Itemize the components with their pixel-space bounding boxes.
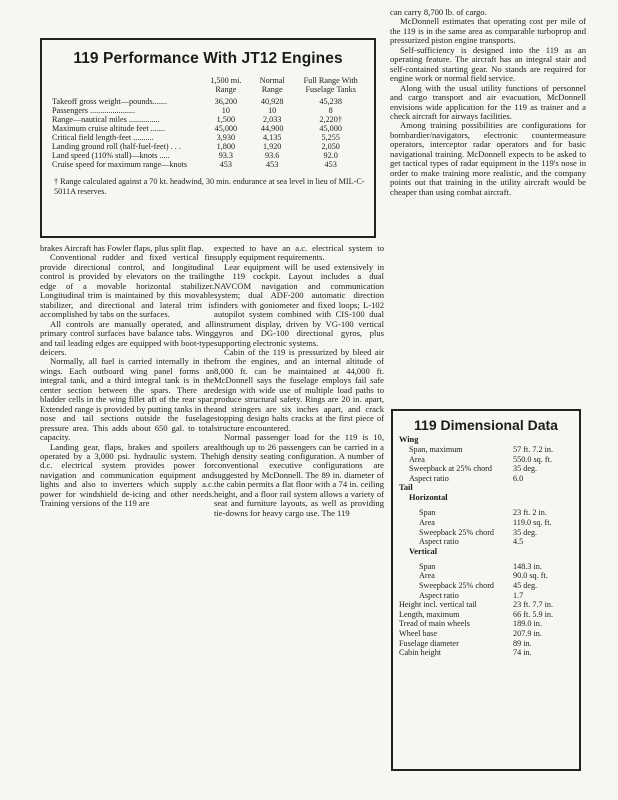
cell-value: 40,928 (260, 97, 284, 106)
cell-value: 45,238 (319, 97, 342, 106)
cell-value: 5,255 (321, 133, 340, 142)
row-label: Land speed (110% stall)—knots ..... (52, 151, 170, 160)
dim-key: Aspect ratio (419, 537, 459, 547)
dim-row (399, 629, 573, 639)
dim-value: 74 in. (513, 648, 532, 658)
dim-value: 90.0 sq. ft. (513, 571, 548, 581)
dim-value: 4.5 (513, 537, 524, 547)
dim-row (399, 562, 573, 572)
row-label: Takeoff gross weight—pounds....... (52, 97, 168, 106)
dim-value: 119.0 sq. ft. (513, 517, 552, 527)
paragraph: Normal passenger load for the 119 is 10, although up to 26 passengers can be carried in a high density seating configuration. A number of conventional executive configurations are suggested by McDonnell. The 89 in. diameter of the cabin permits a flat floor with a 74 in. ceiling height, and a floor rail system allows a variety of seat and furniture layouts, as well as providing tie-downs for heavy cargo use. The 119 (214, 432, 384, 518)
dim-value: 550.0 sq. ft. (513, 454, 552, 464)
article-column-middle (214, 244, 384, 518)
cell-value: 453 (219, 160, 232, 169)
row-label: Cruise speed for maximum range—knots (52, 160, 188, 169)
performance-header-row (50, 76, 366, 97)
vertical-heading: Vertical (409, 546, 438, 556)
cell-value: 92.0 (323, 151, 338, 160)
performance-table-box (40, 38, 376, 238)
cell-value: 45,000 (319, 124, 342, 133)
cell-value: 2,220† (319, 115, 342, 124)
dim-value: 45 deg. (513, 580, 538, 590)
article-column-right-top (390, 8, 586, 197)
dim-row (399, 455, 573, 465)
dim-value: 6.0 (513, 473, 524, 483)
dim-row (399, 619, 573, 629)
cell-value: 1,500 (216, 115, 236, 124)
paragraph: Lear equipment will be used extensively in the 119 cockpit. Layout includes a dual NAVCOM navigation and communication system; dual ADF-200 automatic direction finders with goniometer and fixed loops; L-102 autopilot system combined with CIS-100 dual instrument display, driven by VG-100 vertical gyros and DG-100 directional gyros, plus supporting electronic systems. (214, 261, 384, 348)
cell-value: 2,050 (321, 142, 340, 151)
dim-key: Sweepback at 25% chord (409, 464, 492, 474)
dimensional-title: 119 Dimensional Data (414, 417, 558, 433)
paragraph: Normally, all fuel is carried internally in the wings. Each outboard wing panel forms an integral tank, and a third integral tank is in the center section between the spars. There are bladder cells in the wing fillet aft of the rear spar. Extended range is provided by putting tanks in the nose and tail sections outside the fuselage pressure area. This adds about 650 gal. to total capacity. (40, 356, 214, 443)
article-column-left (40, 244, 214, 509)
dim-key: Fuselage diameter (399, 638, 459, 648)
dim-key: Span (419, 508, 436, 518)
cell-value: 453 (266, 160, 279, 169)
performance-header-col3: Full Range With Fuselage Tanks (303, 76, 358, 94)
dim-key: Span, maximum (409, 445, 463, 454)
dim-key: Area (409, 454, 425, 464)
performance-table (50, 76, 366, 169)
dimensional-data-box (391, 409, 581, 771)
dim-key: Tread of main wheels (399, 619, 470, 629)
dim-value: 89 in. (513, 638, 532, 648)
dim-row (399, 591, 573, 601)
dim-key: Aspect ratio (419, 590, 459, 600)
dim-key: Wheel base (399, 628, 437, 638)
dim-key: Sweepback 25% chord (419, 527, 495, 537)
paragraph: Landing gear, flaps, brakes and spoilers are operated by a 3,000 psi. hydraulic system. The d.c. electrical system provides power for navigation and communication equipment and lights and also to inverters which supply a.c. power for windshield de-icing and other needs. Training versions of the 119 are (40, 441, 214, 509)
cell-value: 4,135 (262, 133, 282, 142)
dim-row (399, 474, 573, 484)
dim-row (399, 581, 573, 591)
row-label: Range—nautical miles ............... (52, 115, 160, 124)
performance-header-col2: Normal Range (259, 76, 285, 94)
dim-value: 23 ft. 7.7 in. (513, 600, 554, 610)
dim-value: 66 ft. 5.9 in. (513, 609, 554, 619)
paragraph: brakes Aircraft has Fowler flaps, plus split flap. (40, 243, 204, 253)
paragraph: Conventional rudder and fixed vertical fin provide directional control, and longitudinal control is provided by elevators on the trailing edge of a movable horizontal stabilizer. Longitudinal trim is maintained by this movable stabilizer, and directional and lateral trim is accomplished by tabs on the surfaces. (40, 252, 214, 320)
performance-header-col1: 1,500 mi. Range (210, 76, 242, 94)
cell-value: 10 (221, 106, 230, 115)
table-row (50, 142, 366, 151)
cell-value: 44,900 (260, 124, 284, 133)
cell-value: 10 (268, 106, 277, 115)
performance-header-blank (50, 76, 203, 97)
row-label: Passengers ...................... (52, 106, 136, 115)
cell-value: 8 (328, 106, 333, 115)
dim-value: 207.9 in. (513, 628, 542, 638)
cell-value: 45,000 (214, 124, 238, 133)
paragraph: Among training possibilities are configurations for bombardier/navigators, electronic countermeasure operators, interceptor radar operators and for basic navigational training. McDonnell expects to be asked to get tactical types of radar equipment in the 119's nose in order to make training more realistic, and the company points out that training in the utility aircraft would be cheaper than using combat aircraft. (390, 120, 586, 197)
dim-row (399, 537, 573, 547)
dim-value: 57 ft. 7.2 in. (513, 445, 554, 454)
table-row (50, 124, 366, 133)
dim-key: Area (419, 517, 435, 527)
cell-value: 93.6 (265, 151, 280, 160)
dim-row (399, 639, 573, 649)
dim-value: 1.7 (513, 590, 524, 600)
table-row (50, 115, 366, 124)
performance-footnote: † Range calculated against a 70 kt. headwind, 30 min. endurance at sea level in lieu of MIL-C-5011A reserves. (54, 177, 365, 196)
cell-value: 36,200 (214, 97, 238, 106)
dim-key: Sweepback 25% chord (419, 580, 495, 590)
table-row (50, 151, 366, 160)
dim-value: 35 deg. (513, 527, 538, 537)
tail-heading: Tail (399, 483, 413, 493)
dim-key: Aspect ratio (409, 473, 449, 483)
cell-value: 453 (324, 160, 337, 169)
dim-key: Length, maximum (399, 609, 460, 619)
paragraph: Along with the usual utility functions of personnel and cargo transport and air evacuation, McDonnell envisions wide application for the 119 as trainer and a check aircraft for airways facilities. (390, 82, 586, 121)
paragraph: All controls are manually operated, and all primary control surfaces have balance tabs. Wing and tail leading edges are equipped with boot-type deicers. (40, 318, 214, 357)
table-row (50, 106, 366, 115)
cell-value: 93.3 (218, 151, 234, 160)
dim-row (399, 600, 573, 610)
wing-heading: Wing (399, 435, 419, 444)
table-row (50, 160, 366, 169)
dim-row (399, 571, 573, 581)
dim-row (399, 648, 573, 658)
dim-value: 148.3 in. (513, 561, 542, 571)
dim-row (399, 528, 573, 538)
dim-key: Height incl. vertical tail (399, 600, 477, 610)
paragraph: Self-sufficiency is designed into the 119 as an operating feature. The aircraft has an integral stair and self-contained starting gear. No stands are required for engine work or normal field service. (390, 44, 586, 84)
paragraph: McDonnell estimates that operating cost per mile of the 119 is in the same area as comparable turboprop and pressurized piston engine transports. (390, 16, 586, 46)
row-label: Maximum cruise altitude feet ....... (52, 124, 166, 133)
cell-value: 1,800 (216, 142, 236, 151)
dim-row (399, 508, 573, 518)
cell-value: 3,930 (216, 133, 236, 142)
dim-row (399, 445, 573, 455)
dim-row (399, 518, 573, 528)
dim-value: 23 ft. 2 in. (513, 508, 547, 518)
dim-row (399, 464, 573, 474)
horizontal-heading: Horizontal (409, 493, 448, 503)
row-label: Critical field length-feet .......... (52, 133, 154, 142)
paragraph: can carry 8,700 lb. of cargo. (390, 7, 487, 17)
table-row (50, 133, 366, 142)
performance-title: 119 Performance With JT12 Engines (73, 50, 343, 67)
row-label: Landing ground roll (half-fuel-feet) . . . (52, 142, 181, 151)
cell-value: 2,033 (262, 115, 282, 124)
dim-value: 35 deg. (513, 464, 538, 474)
paragraph: Cabin of the 119 is pressurized by bleed air from the engines, and an internal altitude of 8,000 ft. can be maintained at 44,000 ft. McDonnell says the fuselage employs fail safe design with wide use of multiple load paths to produce structural safety. Rings are 20 in. apart, and stringers are six inches apart, and crack stopping design halts cracks at the first piece of structure encountered. (214, 346, 384, 433)
cell-value: 1,920 (262, 142, 282, 151)
dim-key: Cabin height (399, 648, 442, 658)
dim-key: Area (419, 571, 435, 581)
dim-value: 189.0 in. (513, 619, 542, 629)
dim-key: Span (419, 561, 436, 571)
paragraph: expected to have an a.c. electrical system to supply equipment requirements. (214, 243, 384, 263)
dim-row (399, 610, 573, 620)
table-row (50, 97, 366, 106)
